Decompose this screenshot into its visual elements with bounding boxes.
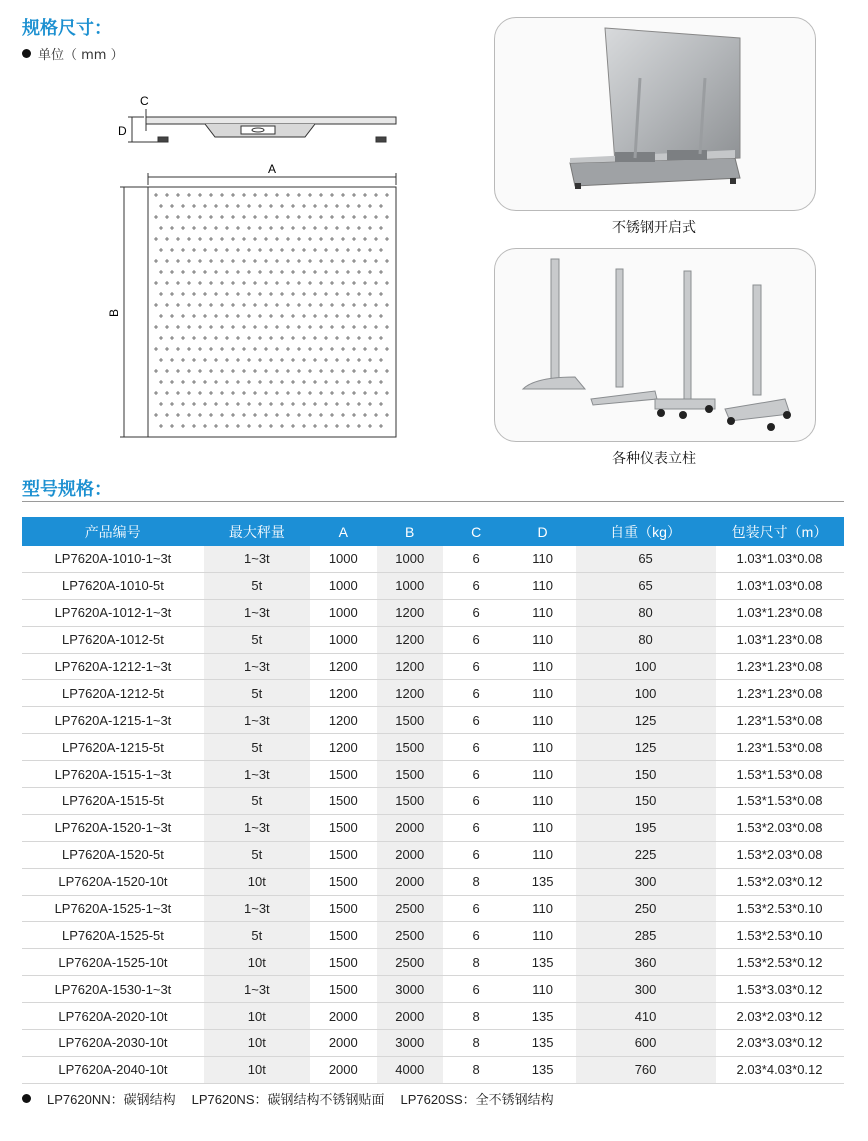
table-cell: 135	[510, 868, 576, 895]
table-cell: 80	[576, 599, 716, 626]
table-cell: 2000	[310, 1003, 377, 1030]
table-cell: 1.53*2.03*0.12	[716, 868, 844, 895]
table-row	[22, 976, 844, 1003]
table-cell: 135	[510, 1056, 576, 1083]
table-body	[22, 546, 844, 1083]
table-cell: 2.03*4.03*0.12	[716, 1056, 844, 1083]
table-cell: LP7620A-1212-1~3t	[22, 653, 204, 680]
table-cell: 5t	[204, 626, 310, 653]
scale-photo	[495, 18, 815, 210]
dimension-drawing	[100, 85, 410, 445]
stands-photo	[495, 249, 815, 441]
table-cell: 1.53*3.03*0.12	[716, 976, 844, 1003]
table-cell: 10t	[204, 868, 310, 895]
table-cell: 1500	[310, 868, 377, 895]
dim-label-d: D	[118, 124, 127, 138]
table-cell: 1~3t	[204, 653, 310, 680]
footnote-item: LP7620NS：碳钢结构不锈钢贴面	[191, 1092, 385, 1107]
table-cell: 300	[576, 976, 716, 1003]
dim-label-c: C	[140, 94, 149, 108]
table-cell: 5t	[204, 788, 310, 815]
footnote-item: LP7620SS：全不锈钢结构	[400, 1092, 554, 1107]
table-cell: 1200	[310, 734, 377, 761]
table-cell: 1500	[310, 814, 377, 841]
table-cell: 135	[510, 1030, 576, 1057]
table-cell: 1500	[377, 707, 443, 734]
unit-label: 单位（ mm ）	[38, 48, 124, 63]
bullet-icon	[22, 1094, 31, 1103]
table-cell: 1500	[310, 895, 377, 922]
table-row	[22, 1003, 844, 1030]
table-cell: 1~3t	[204, 814, 310, 841]
table-cell: 1000	[310, 626, 377, 653]
table-cell: 1~3t	[204, 546, 310, 572]
table-row	[22, 949, 844, 976]
table-cell: LP7620A-1515-1~3t	[22, 761, 204, 788]
table-row	[22, 814, 844, 841]
table-cell: 4000	[377, 1056, 443, 1083]
table-cell: 1.53*1.53*0.08	[716, 761, 844, 788]
table-cell: 110	[510, 976, 576, 1003]
table-row	[22, 734, 844, 761]
table-cell: 110	[510, 599, 576, 626]
table-cell: 1.53*2.53*0.12	[716, 949, 844, 976]
table-cell: 1.53*2.53*0.10	[716, 922, 844, 949]
table-row	[22, 868, 844, 895]
table-cell: 6	[443, 761, 510, 788]
table-cell: 150	[576, 761, 716, 788]
table-cell: 3000	[377, 1030, 443, 1057]
table-cell: 110	[510, 761, 576, 788]
table-cell: 8	[443, 1003, 510, 1030]
table-cell: 1.53*2.03*0.08	[716, 814, 844, 841]
table-cell: 150	[576, 788, 716, 815]
col-header-weight: 自重（kg）	[576, 517, 716, 546]
table-cell: 1.23*1.53*0.08	[716, 707, 844, 734]
table-row	[22, 626, 844, 653]
table-cell: 1500	[377, 761, 443, 788]
table-cell: 110	[510, 626, 576, 653]
dim-label-b: B	[107, 308, 121, 317]
table-cell: 1~3t	[204, 761, 310, 788]
table-cell: 6	[443, 922, 510, 949]
table-cell: 760	[576, 1056, 716, 1083]
table-cell: 1200	[377, 680, 443, 707]
table-cell: LP7620A-1520-5t	[22, 841, 204, 868]
table-cell: 1000	[377, 572, 443, 599]
dim-label-a: A	[268, 162, 277, 176]
table-row	[22, 680, 844, 707]
table-cell: 2000	[377, 868, 443, 895]
table-cell: LP7620A-2040-10t	[22, 1056, 204, 1083]
table-cell: 65	[576, 546, 716, 572]
table-cell: LP7620A-1010-1~3t	[22, 546, 204, 572]
col-header-a: A	[310, 517, 377, 546]
table-cell: 6	[443, 707, 510, 734]
table-row	[22, 922, 844, 949]
table-cell: LP7620A-2030-10t	[22, 1030, 204, 1057]
photo-card-indicator-stands	[494, 248, 816, 442]
table-cell: 2000	[377, 814, 443, 841]
table-cell: 110	[510, 734, 576, 761]
bullet-icon	[22, 49, 31, 58]
table-cell: LP7620A-1520-10t	[22, 868, 204, 895]
table-cell: 110	[510, 680, 576, 707]
table-cell: 6	[443, 734, 510, 761]
table-cell: 10t	[204, 1030, 310, 1057]
table-cell: 1.23*1.23*0.08	[716, 653, 844, 680]
table-cell: 6	[443, 895, 510, 922]
table-cell: LP7620A-2020-10t	[22, 1003, 204, 1030]
table-cell: 5t	[204, 922, 310, 949]
table-cell: 125	[576, 707, 716, 734]
table-cell: 10t	[204, 1056, 310, 1083]
table-row	[22, 599, 844, 626]
table-cell: LP7620A-1525-1~3t	[22, 895, 204, 922]
table-cell: 3000	[377, 976, 443, 1003]
table-cell: LP7620A-1530-1~3t	[22, 976, 204, 1003]
table-cell: 80	[576, 626, 716, 653]
table-cell: 6	[443, 546, 510, 572]
table-row	[22, 761, 844, 788]
photo-caption-open-type: 不锈钢开启式	[612, 220, 696, 236]
table-cell: 2.03*3.03*0.12	[716, 1030, 844, 1057]
table-cell: 285	[576, 922, 716, 949]
table-cell: 6	[443, 599, 510, 626]
table-cell: 125	[576, 734, 716, 761]
table-row	[22, 653, 844, 680]
table-cell: 6	[443, 814, 510, 841]
table-cell: 1.03*1.23*0.08	[716, 626, 844, 653]
col-header-capacity: 最大秤量	[204, 517, 310, 546]
table-cell: 1.23*1.23*0.08	[716, 680, 844, 707]
table-cell: LP7620A-1520-1~3t	[22, 814, 204, 841]
table-cell: 2500	[377, 922, 443, 949]
table-cell: LP7620A-1012-1~3t	[22, 599, 204, 626]
table-cell: 110	[510, 572, 576, 599]
table-cell: 1~3t	[204, 976, 310, 1003]
table-row	[22, 895, 844, 922]
table-cell: 360	[576, 949, 716, 976]
table-cell: 6	[443, 572, 510, 599]
table-cell: 1~3t	[204, 707, 310, 734]
table-cell: 5t	[204, 841, 310, 868]
table-cell: 110	[510, 895, 576, 922]
table-row	[22, 707, 844, 734]
footnote-item: LP7620NN：碳钢结构	[47, 1092, 176, 1107]
table-cell: 1500	[310, 788, 377, 815]
table-cell: 135	[510, 949, 576, 976]
table-cell: 6	[443, 788, 510, 815]
table-cell: 1000	[310, 599, 377, 626]
col-header-c: C	[443, 517, 510, 546]
table-cell: 8	[443, 1056, 510, 1083]
table-cell: 1.53*1.53*0.08	[716, 788, 844, 815]
table-cell: 110	[510, 653, 576, 680]
table-cell: 2.03*2.03*0.12	[716, 1003, 844, 1030]
col-header-b: B	[377, 517, 443, 546]
table-cell: 1200	[377, 626, 443, 653]
table-cell: 110	[510, 922, 576, 949]
table-cell: 1000	[310, 572, 377, 599]
table-cell: 6	[443, 976, 510, 1003]
table-cell: 100	[576, 680, 716, 707]
table-cell: 8	[443, 1030, 510, 1057]
table-cell: 2000	[377, 1003, 443, 1030]
table-cell: 2500	[377, 895, 443, 922]
table-cell: 6	[443, 653, 510, 680]
table-cell: 1.53*2.53*0.10	[716, 895, 844, 922]
table-cell: 600	[576, 1030, 716, 1057]
table-cell: 1500	[310, 761, 377, 788]
table-cell: 8	[443, 868, 510, 895]
table-cell: 225	[576, 841, 716, 868]
table-cell: 1.03*1.03*0.08	[716, 572, 844, 599]
table-cell: 110	[510, 814, 576, 841]
table-cell: 1500	[377, 788, 443, 815]
table-cell: 5t	[204, 680, 310, 707]
table-cell: 110	[510, 707, 576, 734]
model-section-title: 型号规格：	[22, 479, 112, 500]
photo-caption-indicator-stands: 各种仪表立柱	[612, 451, 696, 467]
table-cell: LP7620A-1010-5t	[22, 572, 204, 599]
table-cell: 110	[510, 841, 576, 868]
table-cell: LP7620A-1012-5t	[22, 626, 204, 653]
table-cell: 6	[443, 680, 510, 707]
table-cell: LP7620A-1525-10t	[22, 949, 204, 976]
table-cell: 110	[510, 788, 576, 815]
table-cell: 1200	[310, 680, 377, 707]
table-cell: 1~3t	[204, 895, 310, 922]
table-cell: 1.23*1.53*0.08	[716, 734, 844, 761]
table-cell: 1500	[310, 976, 377, 1003]
table-cell: 1500	[310, 841, 377, 868]
table-row	[22, 1030, 844, 1057]
table-cell: 250	[576, 895, 716, 922]
col-header-package: 包装尺寸（m）	[716, 517, 844, 546]
table-cell: 1500	[310, 949, 377, 976]
table-cell: 1200	[310, 707, 377, 734]
table-cell: LP7620A-1215-5t	[22, 734, 204, 761]
table-cell: 1000	[310, 546, 377, 572]
table-cell: 5t	[204, 734, 310, 761]
table-row	[22, 572, 844, 599]
table-row	[22, 546, 844, 572]
unit-note	[22, 44, 124, 63]
section-divider	[22, 501, 844, 502]
table-cell: 195	[576, 814, 716, 841]
table-cell: 135	[510, 1003, 576, 1030]
table-cell: 1200	[377, 599, 443, 626]
side-view	[128, 109, 396, 142]
table-cell: 1500	[377, 734, 443, 761]
table-cell: 1000	[377, 546, 443, 572]
table-cell: 6	[443, 841, 510, 868]
col-header-model: 产品编号	[22, 517, 204, 546]
table-cell: 8	[443, 949, 510, 976]
photo-card-open-type	[494, 17, 816, 211]
table-cell: 300	[576, 868, 716, 895]
table-row	[22, 1056, 844, 1083]
table-cell: 5t	[204, 572, 310, 599]
table-cell: 2500	[377, 949, 443, 976]
table-cell: 1200	[310, 653, 377, 680]
table-cell: LP7620A-1212-5t	[22, 680, 204, 707]
table-cell: 1~3t	[204, 599, 310, 626]
table-cell: 10t	[204, 949, 310, 976]
table-cell: 1.53*2.03*0.08	[716, 841, 844, 868]
table-cell: 2000	[310, 1030, 377, 1057]
table-cell: 65	[576, 572, 716, 599]
table-cell: LP7620A-1215-1~3t	[22, 707, 204, 734]
table-cell: 2000	[310, 1056, 377, 1083]
table-cell: 1.03*1.03*0.08	[716, 546, 844, 572]
table-cell: 10t	[204, 1003, 310, 1030]
table-cell: 110	[510, 546, 576, 572]
table-cell: 1500	[310, 922, 377, 949]
table-cell: 100	[576, 653, 716, 680]
material-footnote	[22, 1089, 570, 1108]
table-header-row	[22, 517, 844, 546]
table-cell: LP7620A-1525-5t	[22, 922, 204, 949]
spec-section-title: 规格尺寸：	[22, 18, 112, 39]
table-cell: 1200	[377, 653, 443, 680]
table-cell: 410	[576, 1003, 716, 1030]
table-row	[22, 841, 844, 868]
table-cell: LP7620A-1515-5t	[22, 788, 204, 815]
table-cell: 1.03*1.23*0.08	[716, 599, 844, 626]
table-cell: 6	[443, 626, 510, 653]
spec-table	[22, 517, 844, 1084]
col-header-d: D	[510, 517, 576, 546]
table-cell: 2000	[377, 841, 443, 868]
table-row	[22, 788, 844, 815]
